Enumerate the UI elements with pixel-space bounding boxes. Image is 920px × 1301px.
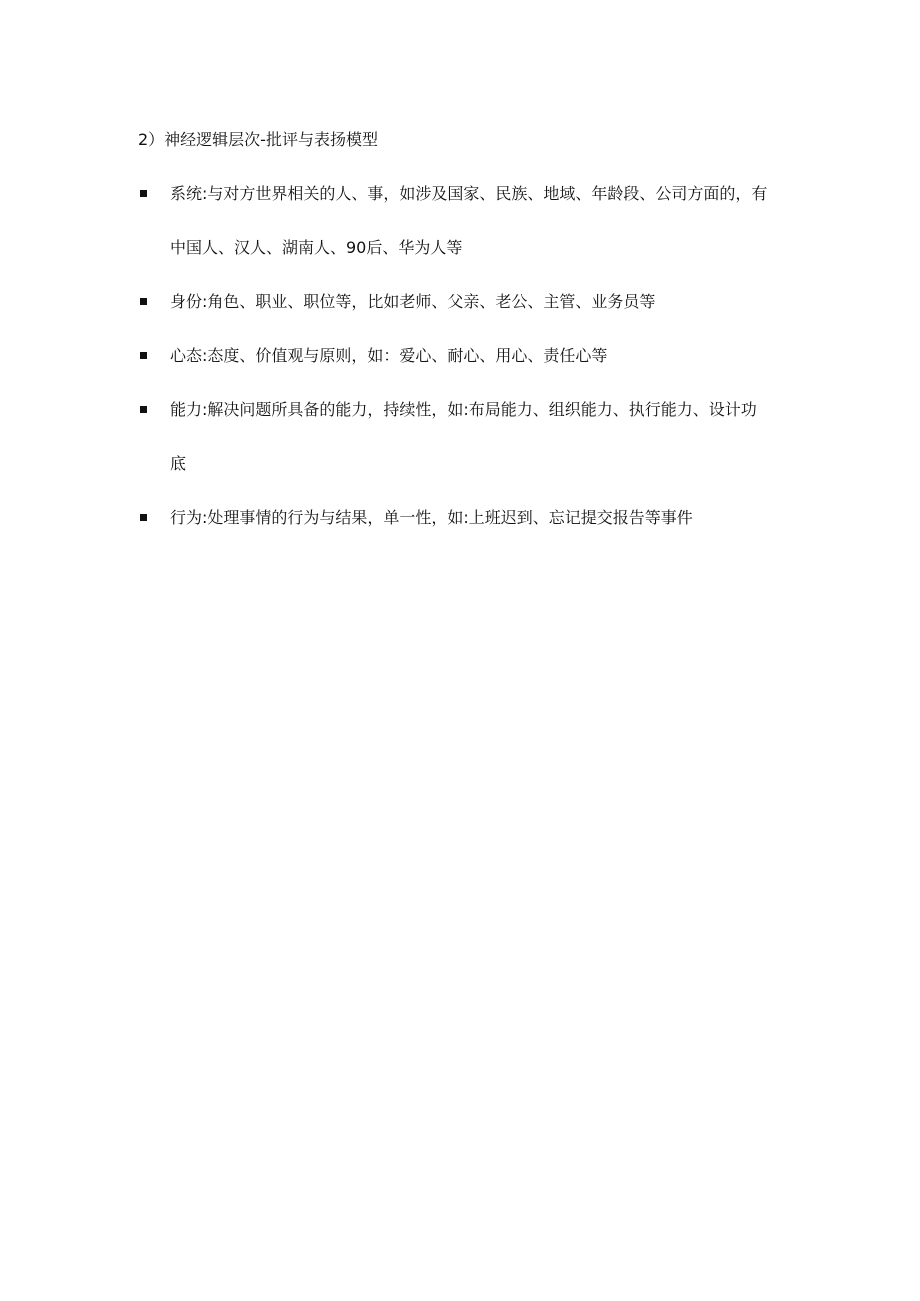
list-item bbox=[138, 506, 778, 545]
list-item bbox=[138, 182, 778, 275]
list-item-text: 身份:角色、职业、职位等，比如老师、父亲、老公、主管、业务员等 bbox=[170, 292, 656, 311]
square-bullet-icon bbox=[140, 406, 147, 413]
square-bullet-icon bbox=[140, 514, 147, 521]
list-item-text: 心态:态度、价值观与原则，如：爱心、耐心、用心、责任心等 bbox=[170, 346, 608, 365]
list-item bbox=[138, 398, 778, 491]
list-item bbox=[138, 290, 778, 329]
list-item bbox=[138, 344, 778, 383]
list-item-text: 能力:解决问题所具备的能力，持续性，如:布局能力、组织能力、执行能力、设计功底 bbox=[170, 400, 757, 473]
square-bullet-icon bbox=[140, 298, 147, 305]
square-bullet-icon bbox=[140, 190, 147, 197]
list-item-text: 系统:与对方世界相关的人、事，如涉及国家、民族、地域、年龄段、公司方面的，有中国人、汉人、湖南人、90后、华为人等 bbox=[170, 184, 768, 257]
list-item-text: 行为:处理事情的行为与结果，单一性，如:上班迟到、忘记提交报告等事件 bbox=[170, 508, 693, 527]
square-bullet-icon bbox=[140, 352, 147, 359]
section-heading: 2）神经逻辑层次-批评与表扬模型 bbox=[138, 130, 378, 149]
